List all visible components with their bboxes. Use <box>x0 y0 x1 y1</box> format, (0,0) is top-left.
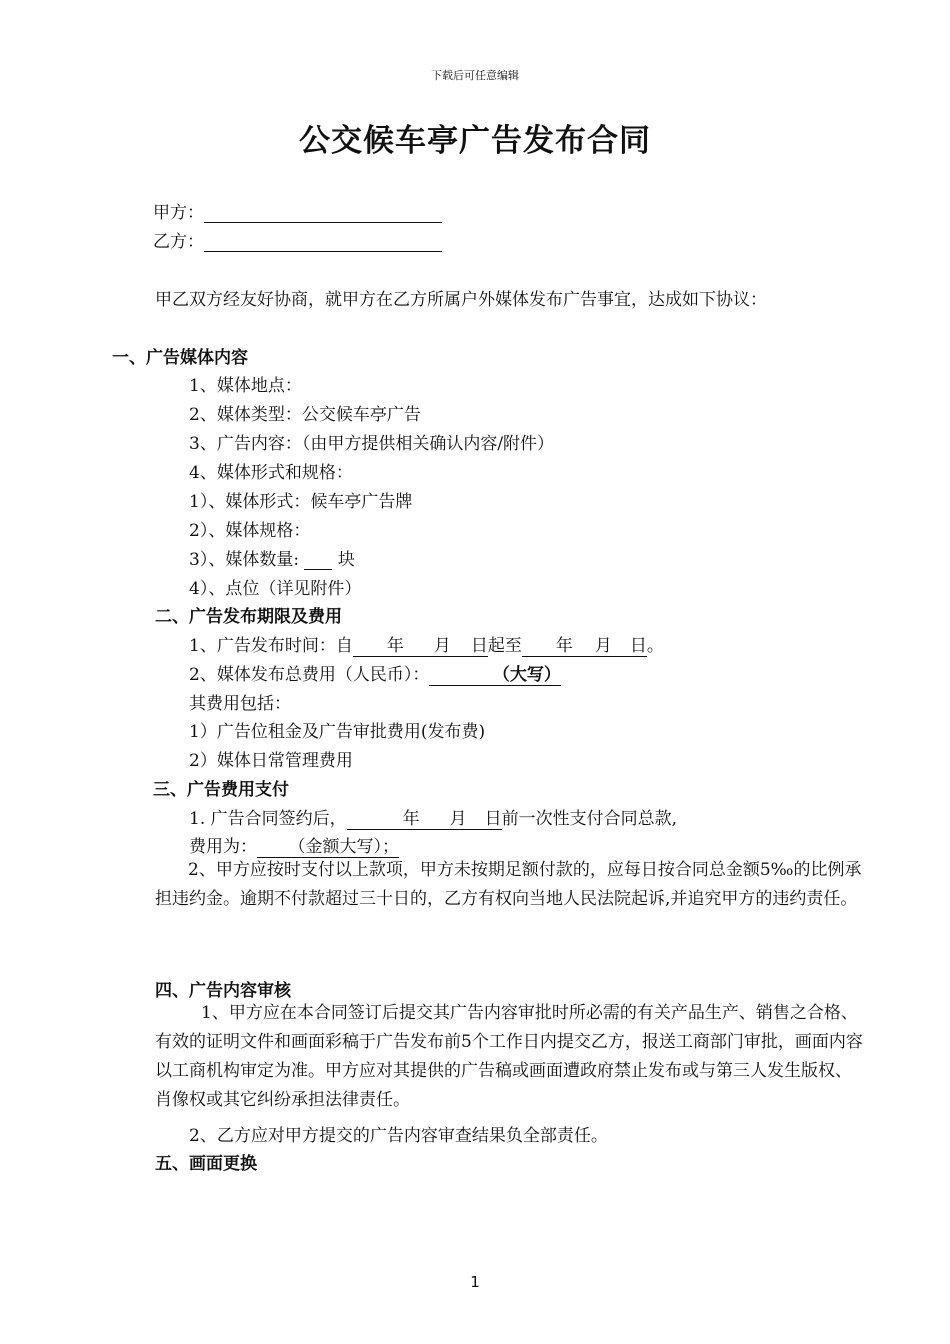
party-a-label: 甲方： <box>153 203 204 223</box>
header-note: 下载后可任意编辑 <box>431 69 519 82</box>
s1-item-2: 2、媒体类型：公交候车亭广告 <box>189 405 421 425</box>
s1-item-4: 4、媒体形式和规格： <box>189 463 353 483</box>
period-end: 。 <box>646 636 664 656</box>
qty-blank <box>304 553 332 570</box>
section5-heading: 五、画面更换 <box>155 1154 257 1174</box>
s3-amount-row <box>189 832 399 857</box>
s2-fee-row <box>189 660 561 685</box>
party-a-blank <box>204 204 442 223</box>
section4-heading: 四、广告内容审核 <box>155 981 291 1001</box>
s1-item-3: 3、广告内容：（由甲方提供相关确认内容/附件） <box>189 434 555 454</box>
pay-suffix: 前一次性支付合同总款, <box>501 809 678 829</box>
s3-para2: 2、甲方应按时支付以上款项，甲方未按期足额付款的，应每日按合同总金额5‰的比例承担违约金。逾期不付款超过三十日的，乙方有权向当地人民法院起诉,并追究甲方的违约责任。 <box>155 860 862 909</box>
end-year: 年 <box>555 636 573 656</box>
s1-item-5: 1）、媒体形式：候车亭广告牌 <box>189 492 413 512</box>
page-title: 公交候车亭广告发布合同 <box>299 123 651 159</box>
s4-para1: 1、甲方应在本合同签订后提交其广告内容审批时所必需的有关产品生产、销售之合格、有效的证明文件和画面彩稿于广告发布前5个工作日内提交乙方，报送工商部门审批，画面内容以工商机构审定为准。甲方应对其提供的广告稿或画面遭政府禁止发布或与第三人发生版权、肖像权或其它纠纷承担法律责任。 <box>155 1003 863 1110</box>
fee-caps: （大写） <box>429 665 561 686</box>
qty-prefix: 3）、媒体数量: <box>189 550 300 570</box>
s1-item-1: 1、媒体地点： <box>189 376 302 396</box>
pay-month: 月 <box>449 809 467 829</box>
qty-suffix: 块 <box>337 550 355 570</box>
section3-heading: 三、广告费用支付 <box>153 780 289 800</box>
page-number: 1 <box>470 1273 480 1291</box>
until-text: 起至 <box>487 636 522 656</box>
pay-day: 日 <box>484 809 502 829</box>
party-b-blank <box>204 233 442 252</box>
party-a-row <box>153 198 442 223</box>
amount-value: （金额大写）； <box>257 837 399 858</box>
pay-year: 年 <box>402 809 420 829</box>
end-day: 日 <box>629 636 647 656</box>
section2-heading: 二、广告发布期限及费用 <box>155 607 342 627</box>
s2-time-row <box>189 631 664 656</box>
start-date <box>353 636 488 657</box>
amount-prefix: 费用为： <box>189 837 257 857</box>
s1-location: 4）、点位（详见附件） <box>189 579 362 599</box>
start-year: 年 <box>386 636 404 656</box>
party-b-label: 乙方： <box>153 232 204 252</box>
pay-date <box>347 809 502 830</box>
end-date <box>522 636 647 657</box>
s4-para2: 2、乙方应对甲方提交的广告内容审查结果负全部责任。 <box>189 1126 608 1146</box>
intro-text: 甲乙双方经友好协商，就甲方在乙方所属户外媒体发布广告事宜，达成如下协议： <box>155 290 767 310</box>
s2-includes: 其费用包括： <box>189 694 291 714</box>
s2-include-2: 2）媒体日常管理费用 <box>189 751 353 771</box>
s1-qty-row <box>189 545 355 570</box>
fee-prefix: 2、媒体发布总费用（人民币）： <box>189 665 430 685</box>
time-prefix: 1、广告发布时间：自 <box>189 636 353 656</box>
pay-prefix: 1. 广告合同签约后， <box>189 809 347 829</box>
section1-heading: 一、广告媒体内容 <box>112 348 248 368</box>
start-day: 日 <box>470 636 488 656</box>
s1-item-6: 2）、媒体规格： <box>189 521 311 541</box>
s3-pay-row <box>189 804 677 829</box>
s2-include-1: 1）广告位租金及广告审批费用(发布费) <box>189 722 486 742</box>
party-b-row <box>153 227 442 252</box>
end-month: 月 <box>594 636 612 656</box>
start-month: 月 <box>433 636 451 656</box>
